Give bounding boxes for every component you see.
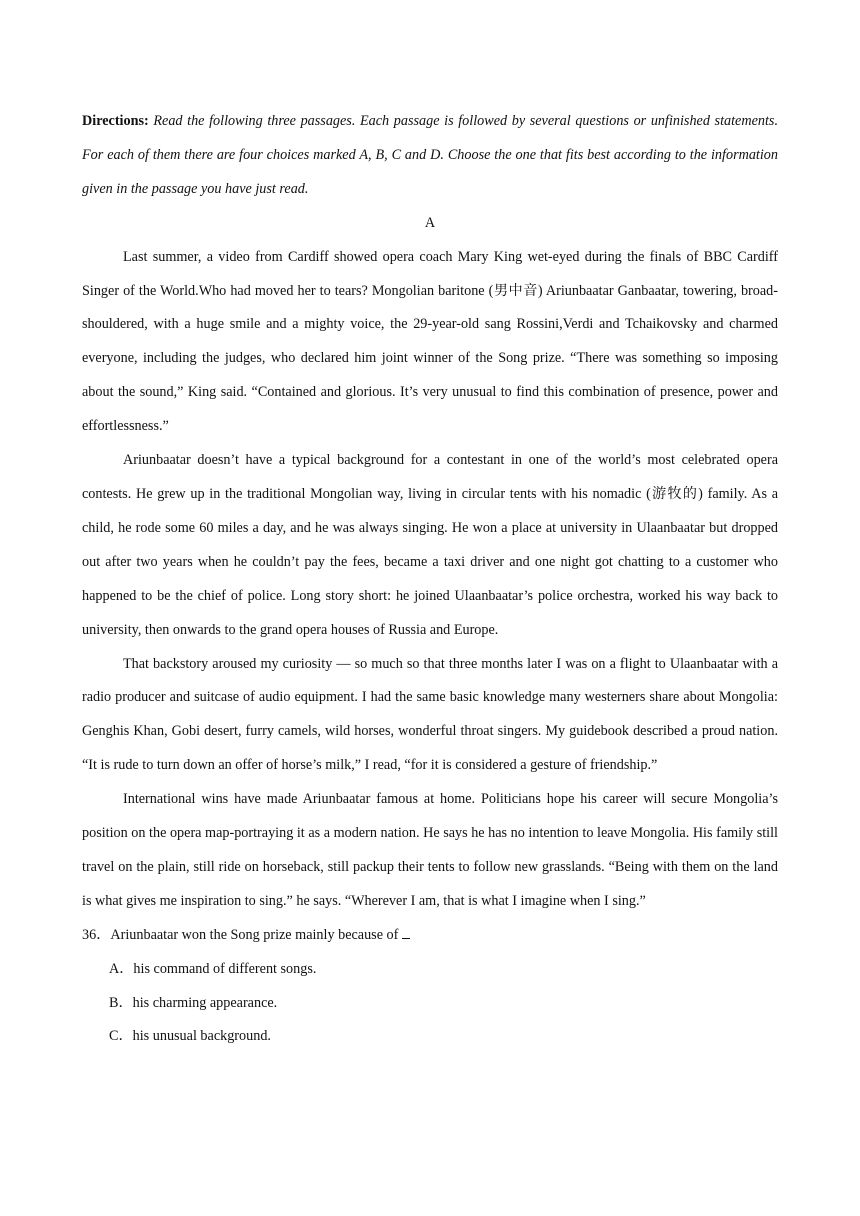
directions-label: Directions: [82,113,149,129]
section-heading: A [424,214,436,231]
passage-paragraph-4: International wins have made Ariunbaatar famous at home. Politicians hope his career will secure Mongolia’s position on the opera map-portraying it as a modern nation. He says he has no intention to leave Mongolia. His family still travel on the plain, still ride on horseback, still packup their tents to follow new grasslands. “Being with them on the land is what gives me inspiration to sing.” he says. “Wherever I am, that is what I imagine when I sing.” [82,791,778,909]
passage-paragraph-1: Last summer, a video from Cardiff showed opera coach Mary King wet-eyed during the finals of BBC Cardiff Singer of the World.Who had moved her to tears? Mongolian baritone (男中音) Ariunbaatar Ganbaatar, towering, broad-shouldered, with a huge smile and a mighty voice, the 29-year-old sang Rossini,Verdi and Tchaikovsky and charmed everyone, including the judges, who declared him joint winner of the Song prize. “There was something so imposing about the sound,” King said. “Contained and glorious. It’s very unusual to find this combination of presence, power and effortlessness.” [82,248,778,435]
passage-paragraph-2: Ariunbaatar doesn’t have a typical background for a contestant in one of the world’s most celebrated opera contests. He grew up in the traditional Mongolian way, living in circular tents with his nomadic (游牧的) family. As a child, he rode some 60 miles a day, and he was always singing. He won a place at university in Ulaanbaatar but dropped out after two years when he couldn’t pay the fees, became a taxi driver and one night got chatting to a customer who happened to be the chief of police. Long story short: he joined Ulaanbaatar’s police orchestra, worked his way back to university, then onwards to the grand opera houses of Russia and Europe. [82,452,778,638]
option-b: B．his charming appearance. [109,994,278,1011]
option-c: C．his unusual background. [109,1028,271,1045]
question-stem [82,919,778,953]
answer-blank [402,926,410,939]
document-page [82,105,778,1054]
question-stem-text: 36．Ariunbaatar won the Song prize mainly because of [82,926,399,943]
option-a: A．his command of different songs. [109,960,317,977]
directions-text: Read the following three passages. Each passage is followed by several questions or unfinished statements. For each of them there are four choices marked A, B, C and D. Choose the one that fits best according to the information given in the passage you have just read. [82,113,778,197]
directions [82,105,778,207]
passage-paragraph-3: That backstory aroused my curiosity — so much so that three months later I was on a flight to Ulaanbaatar with a radio producer and suitcase of audio equipment. I had the same basic knowledge many westerners share about Mongolia: Genghis Khan, Gobi desert, furry camels, wild horses, wonderful throat singers. My guidebook described a proud nation. “It is rude to turn down an offer of horse’s milk,” I read, “for it is considered a gesture of friendship.” [82,655,778,774]
